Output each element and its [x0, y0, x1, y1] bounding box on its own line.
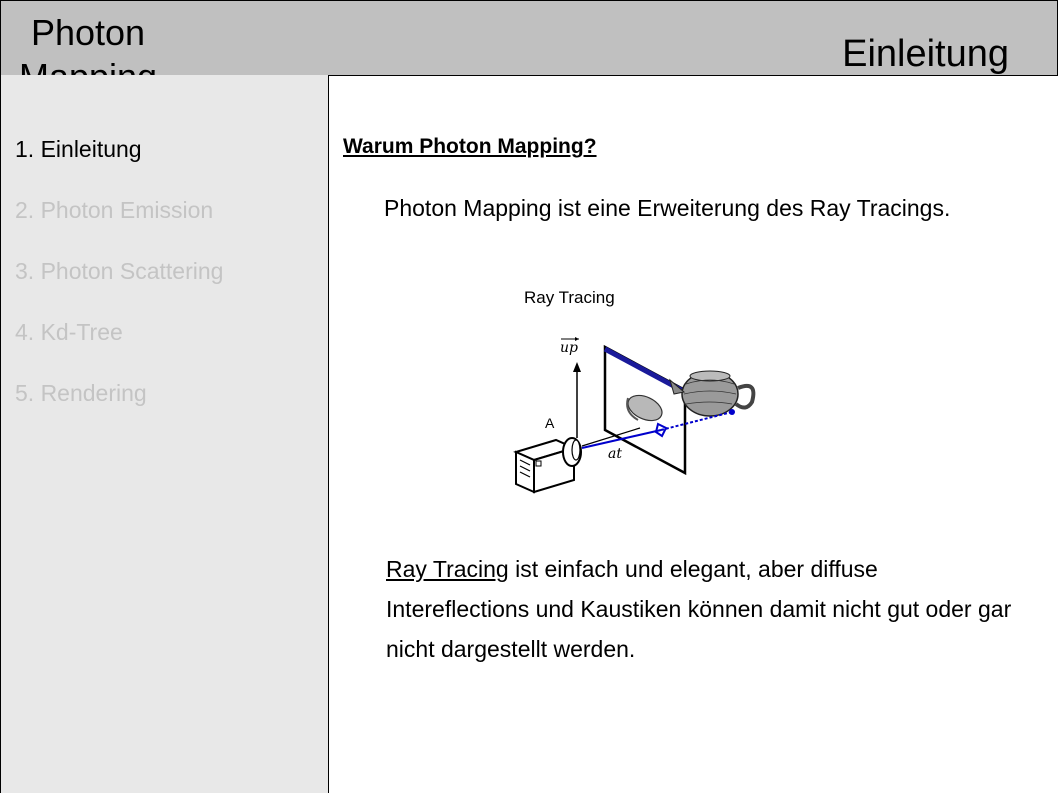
- figure-caption: Ray Tracing: [524, 288, 615, 307]
- ray-tracing-link[interactable]: Ray Tracing: [386, 556, 509, 582]
- ray-tracing-diagram: [500, 280, 780, 500]
- sidebar-item-einleitung[interactable]: 1. Einleitung: [15, 136, 142, 162]
- up-arrow-head: [573, 362, 581, 372]
- camera-icon: [516, 438, 581, 492]
- sidebar-item-kd-tree[interactable]: 4. Kd-Tree: [15, 319, 123, 345]
- slide-heading: Warum Photon Mapping?: [343, 135, 597, 158]
- body-rest-text: ist einfach und elegant, aber diffuse Intereflections und Kaustiken können damit nicht gut oder gar nicht dargestellt werden.: [386, 556, 1012, 662]
- body-paragraph: [386, 549, 1026, 669]
- presentation-brand: Photon: [30, 12, 146, 53]
- sidebar-item-photon-emission[interactable]: 2. Photon Emission: [15, 197, 214, 223]
- label-a: A: [545, 415, 555, 431]
- sidebar-item-rendering[interactable]: 5. Rendering: [15, 380, 147, 406]
- intro-text: Photon Mapping ist eine Erweiterung des Ray Tracings.: [384, 195, 951, 221]
- sidebar-item-photon-scattering[interactable]: 3. Photon Scattering: [15, 258, 224, 284]
- sidebar-nav: [0, 75, 329, 793]
- label-at: at: [608, 446, 622, 462]
- section-title: Einleitung: [842, 33, 1009, 75]
- header-bar: [0, 0, 1058, 76]
- label-up: up: [560, 340, 578, 356]
